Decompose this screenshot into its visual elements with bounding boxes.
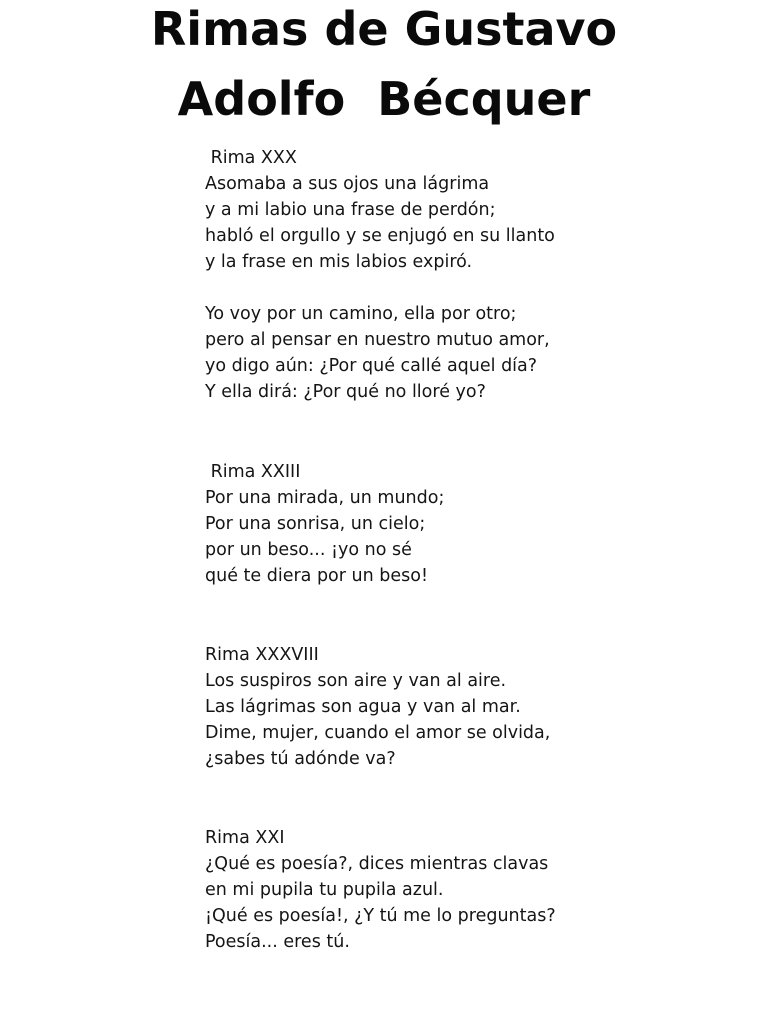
poem-rima-xxiii <box>205 459 725 589</box>
poem-line: pero al pensar en nuestro mutuo amor, <box>205 330 550 350</box>
poem-line: qué te diera por un beso! <box>205 566 428 586</box>
poem-line: y a mi labio una frase de perdón; <box>205 200 496 220</box>
poem-line: yo digo aún: ¿Por qué callé aquel día? <box>205 356 538 376</box>
poem-rima-xxi <box>205 825 725 955</box>
poem-line: habló el orgullo y se enjugó en su llanto <box>205 226 555 246</box>
poem-line: por un beso... ¡yo no sé <box>205 540 412 560</box>
stanza-gap <box>205 275 725 301</box>
poem-line: Dime, mujer, cuando el amor se olvida, <box>205 723 551 743</box>
poem-heading: Rima XXXVIII <box>205 645 319 665</box>
poem-rima-xxxviii <box>205 642 725 772</box>
poem-line: en mi pupila tu pupila azul. <box>205 880 444 900</box>
poem-line: Asomaba a sus ojos una lágrima <box>205 174 490 194</box>
title-line-2: Adolfo Bécquer <box>177 72 591 126</box>
poem-line: Los suspiros son aire y van al aire. <box>205 671 507 691</box>
poem-line: Poesía... eres tú. <box>205 932 350 952</box>
poem-heading: Rima XXX <box>205 148 297 168</box>
title-line-1: Rimas de Gustavo <box>150 2 618 56</box>
poem-rima-xxx <box>205 145 725 405</box>
poem-line: Yo voy por un camino, ella por otro; <box>205 304 517 324</box>
poem-line: Las lágrimas son agua y van al mar. <box>205 697 521 717</box>
poem-heading: Rima XXI <box>205 828 285 848</box>
poem-line: ¿sabes tú adónde va? <box>205 749 396 769</box>
poem-line: Por una sonrisa, un cielo; <box>205 514 426 534</box>
poem-line: Por una mirada, un mundo; <box>205 488 445 508</box>
poem-line: ¡Qué es poesía!, ¿Y tú me lo preguntas? <box>205 906 556 926</box>
poem-line: y la frase en mis labios expiró. <box>205 252 473 272</box>
poem-line: Y ella dirá: ¿Por qué no lloré yo? <box>205 382 486 402</box>
poem-line: ¿Qué es poesía?, dices mientras clavas <box>205 854 549 874</box>
poem-heading: Rima XXIII <box>205 462 301 482</box>
